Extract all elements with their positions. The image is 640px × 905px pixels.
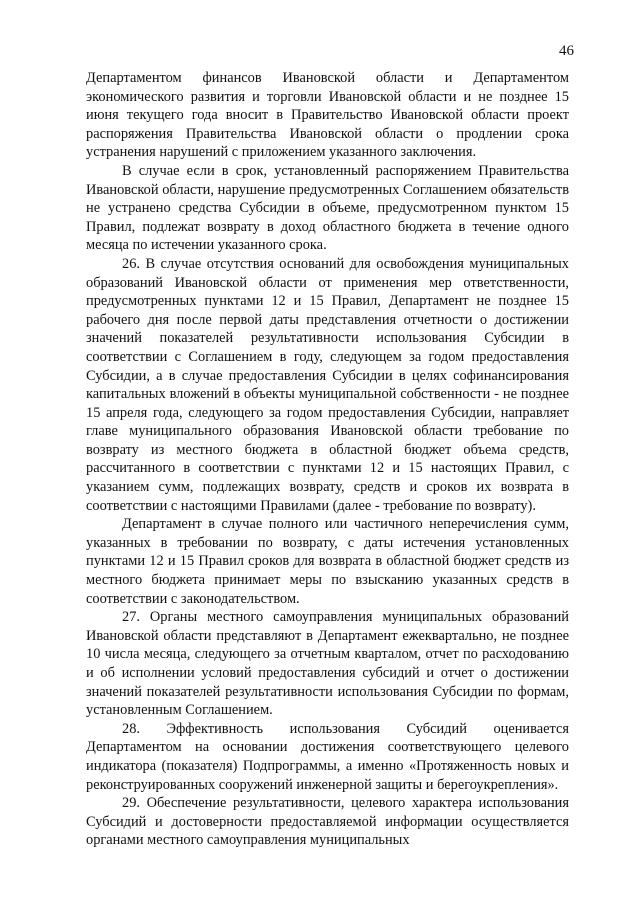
page-number: 46 — [559, 43, 574, 59]
paragraph-4: Департамент в случае полного или частичного неперечисления сумм, указанных в требовании по возврату, с даты истечения установленных пунктами 12 и 15 Правил сроков для возврата в областной бюджет средств из местного бюджета принимает меры по взысканию указанных средств в соответствии с законодательством. — [86, 516, 569, 607]
document-body — [86, 69, 569, 850]
paragraph-clause-27: 27. Органы местного самоуправления муниципальных образований Ивановской области представляют в Департамент ежеквартально, не позднее 10 числа месяца, следующего за отчетным кварталом, отчет по расходованию и об исполнении условий предоставления субсидий и отчет о достижении значений показателей результативности использования Субсидии по формам, установленным Соглашением. — [86, 609, 569, 719]
paragraph-2: В случае если в срок, установленный распоряжением Правительства Ивановской области, нарушение предусмотренных Соглашением обязательств не устранено средства Субсидии в объеме, предусмотренном пунктом 15 Правил, подлежат возврату в доход областного бюджета в течение одного месяца по истечении указанного срока. — [86, 162, 569, 254]
paragraph-clause-29: 29. Обеспечение результативности, целевого характера использования Субсидий и достоверности предоставляемой информации осуществляется органами местного самоуправления муниципальных — [86, 795, 569, 849]
paragraph-1: Департаментом финансов Ивановской области и Департаментом экономического развития и торговли Ивановской области и не позднее 15 июня текущего года вносит в Правительство Ивановской области проект распоряжения Правительства Ивановской области о продлении срока устранения нарушений с приложением указанного заключения. — [86, 70, 569, 161]
paragraph-clause-26: 26. В случае отсутствия оснований для освобождения муниципальных образований Ивановской области от применения мер ответственности, предусмотренных пунктами 12 и 15 Правил, Департамент не позднее 15 рабочего дня после первой даты представления отчетности о достижении значений показателей результативности использования Субсидии в соответствии с Соглашением в году, следующем за годом предоставления Субсидии, а в случае предоставления Субсидии в целях софинансирования капитальных вложений в объекты муниципальной собственности - не позднее 15 апреля года, следующего за годом предоставления Субсидии, направляет главе муниципального образования Ивановской области требование по возврату из местного бюджета в областной бюджет объема средств, рассчитанного в соответствии с пунктами 12 и 15 настоящих Правил, с указанием сумм, подлежащих возврату, средств и сроков их возврата в соответствии с настоящими Правилами (далее - требование по возврату). — [86, 255, 569, 514]
paragraph-clause-28: 28. Эффективность использования Субсидий оценивается Департаментом на основании достижения соответствующего целевого индикатора (показателя) Подпрограммы, а именно «Протяженность новых и реконструированных сооружений инженерной защиты и берегоукрепления». — [86, 720, 569, 793]
